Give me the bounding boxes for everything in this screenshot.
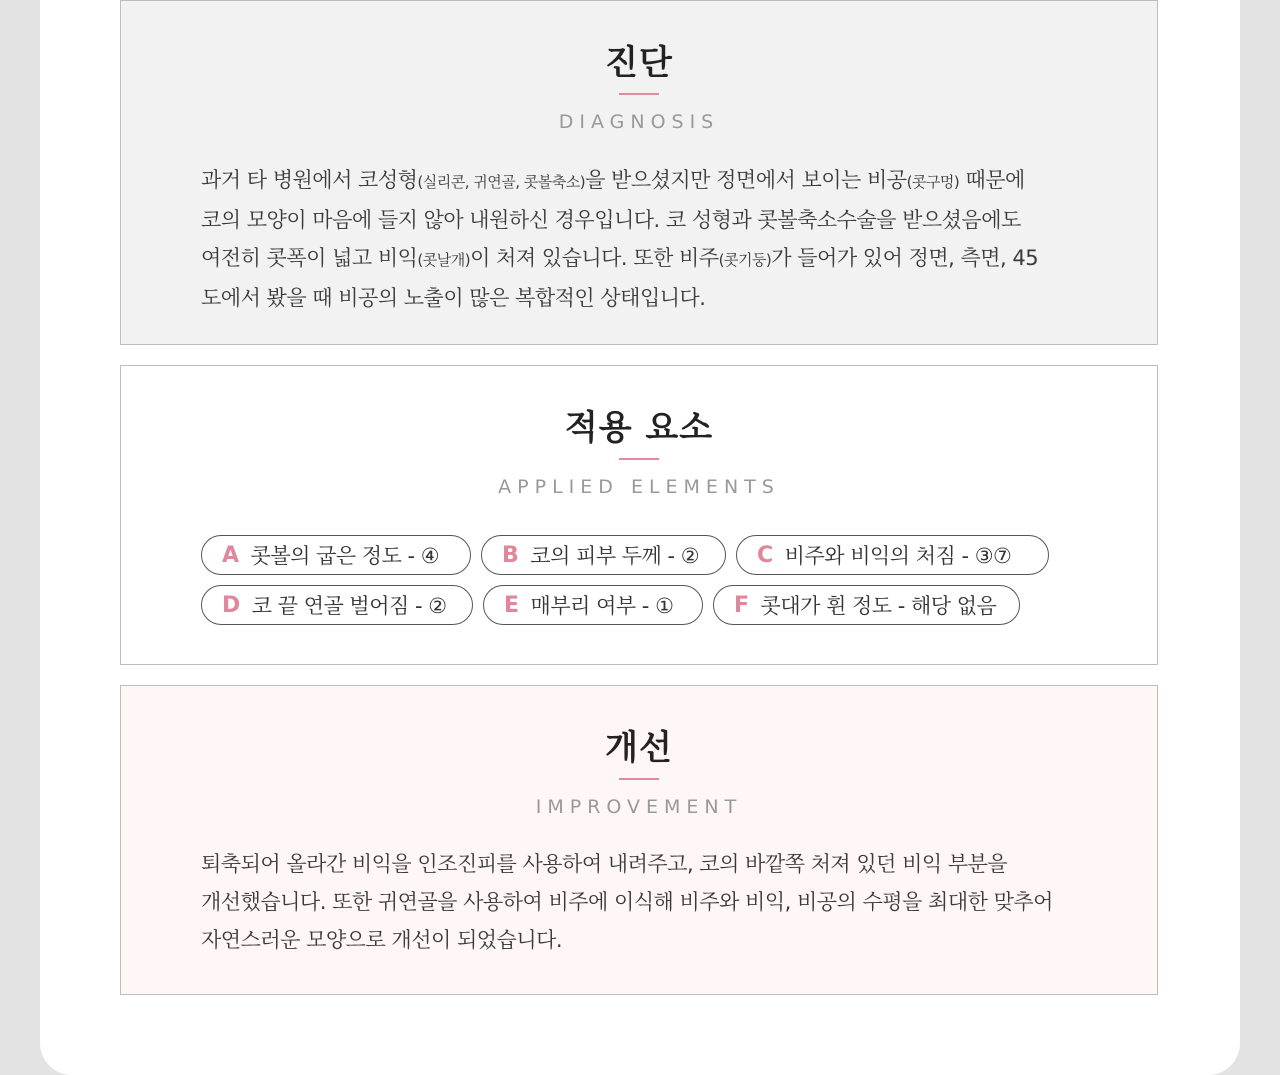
text-line: 자연스러운 모양으로 개선이 되었습니다. xyxy=(201,928,563,952)
text-line: 도에서 봤을 때 비공의 노출이 많은 복합적인 상태입니다. xyxy=(201,286,706,310)
element-tag-d: D 코 끝 연골 벌어짐 - ② xyxy=(201,585,473,625)
text-line: 코의 모양이 마음에 들지 않아 내원하신 경우입니다. 코 성형과 콧볼축소수술을 받으셨음에도 xyxy=(201,208,1021,232)
text-line: 개선했습니다. 또한 귀연골을 사용하여 비주에 이식해 비주와 비익, 비공의 수평을 최대한 맞추어 xyxy=(201,890,1053,914)
element-tag-c: C 비주와 비익의 처짐 - ③⑦ xyxy=(736,535,1049,575)
element-tag-b: B 코의 피부 두께 - ② xyxy=(481,535,726,575)
content-card xyxy=(40,0,1240,1075)
element-tag-e: E 매부리 여부 - ① xyxy=(483,585,703,625)
title-divider xyxy=(619,778,659,780)
section-title: 진단 xyxy=(605,43,673,83)
diagnosis-section xyxy=(120,0,1158,345)
section-title: 개선 xyxy=(605,728,673,768)
title-divider xyxy=(619,93,659,95)
element-tag-a: A 콧볼의 굽은 정도 - ④ xyxy=(201,535,471,575)
section-subtitle: IMPROVEMENT xyxy=(535,796,743,818)
section-subtitle: DIAGNOSIS xyxy=(558,111,720,133)
element-tag-f: F 콧대가 휜 정도 - 해당 없음 xyxy=(713,585,1020,625)
section-title: 적용 요소 xyxy=(564,408,714,448)
diagnosis-text xyxy=(201,161,1081,317)
text-line: 과거 타 병원에서 코성형(실리콘, 귀연골, 콧볼축소)을 받으셨지만 정면에서 보이는 비공(콧구멍) 때문에 xyxy=(201,168,1025,192)
title-divider xyxy=(619,458,659,460)
applied-elements-section xyxy=(120,365,1158,665)
improvement-section xyxy=(120,685,1158,995)
section-subtitle: APPLIED ELEMENTS xyxy=(498,476,780,498)
text-line: 여전히 콧폭이 넓고 비익(콧날개)이 처져 있습니다. 또한 비주(콧기둥)가 들어가 있어 정면, 측면, 45 xyxy=(201,246,1039,270)
improvement-text xyxy=(201,845,1081,959)
text-line: 퇴축되어 올라간 비익을 인조진피를 사용하여 내려주고, 코의 바깥쪽 처져 있던 비익 부분을 xyxy=(201,852,1008,876)
